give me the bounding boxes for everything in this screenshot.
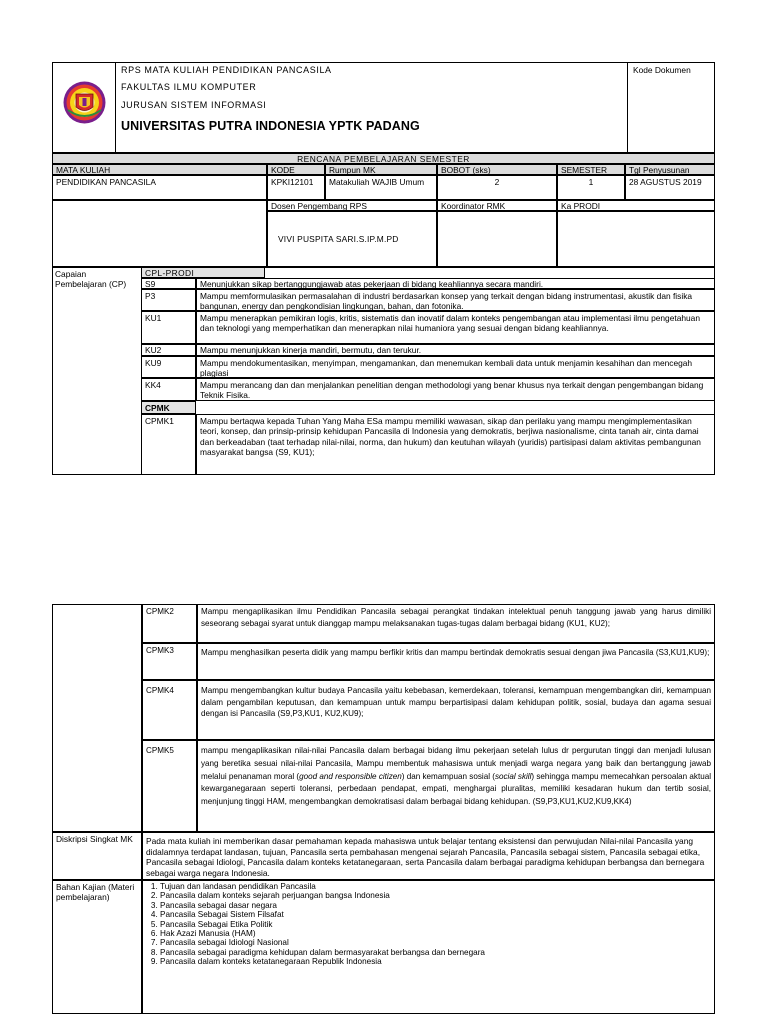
list-item: 3. Pancasila sebagai dasar negara — [160, 901, 711, 910]
cpmk-header: CPMK — [141, 401, 196, 414]
rps-title: RENCANA PEMBELAJARAN SEMESTER — [52, 153, 715, 164]
cpmk4-text: Mampu mengembangkan kultur budaya Pancasila yaitu kebebasan, kemerdekaan, toleransi, kemampuan mengembangkan diri, kemampuan dalam pengambilan keputusan, dan kemampuan untuk mampu berpartisipasi dalam kehidupan politik, sosial, budaya dan agama sesuai dengan isi Pancasila (S9,P3,KU1, KU2,KU9); — [197, 680, 715, 740]
list-item: 7. Pancasila sebagai Idiologi Nasional — [160, 938, 711, 947]
cpl-code-p3: P3 — [141, 289, 196, 311]
header-line-department: JURUSAN SISTEM INFORMASI — [121, 100, 267, 110]
cpmk1-code: CPMK1 — [141, 414, 196, 475]
kode-dokumen-label: Kode Dokumen — [633, 65, 691, 75]
cpl-text-ku9: Mampu mendokumentasikan, menyimpan, mengamankan, dan menemukan kembali data untuk menjamin kesahihan dan mencegah plagiasi — [196, 356, 715, 378]
tgl-value: 28 AGUSTUS 2019 — [625, 175, 715, 200]
deskripsi-text: Pada mata kuliah ini memberikan dasar pemahaman kepada mahasiswa untuk belajar tentang eksistensi dan perwujudan Nilai-nilai Pancasila yang didalamnya terdapat landasan, tujuan, Pancasila serta pembahasan mengenai sejarah Pancasila, Pancasila sebagai sistem, Pancasila sebagai etika, Pancasila sebagai Idiologi, Pancasila dalam konteks ketatanegaraan, serta Pancasila dalam berbagai paradigma kehidupan berbangsa dan bernegara sebagai warga negara Indonesia. — [142, 832, 715, 880]
cpmk5-emphasis-social-skill: social skill — [494, 771, 532, 781]
list-item: 5. Pancasila Sebagai Etika Politik — [160, 920, 711, 929]
rps-page-1 — [52, 62, 715, 475]
header-line-faculty: FAKULTAS ILMU KOMPUTER — [121, 82, 257, 92]
cpl-text-ku1: Mampu menerapkan pemikiran logis, kritis, sistematis dan inovatif dalam konteks pengembangan atau implementasi ilmu pengetahuan dan teknologi yang memperhatikan dan menerapkan nilai humaniora yang sesuai dengan bidang keahliannya. — [196, 311, 715, 344]
header-line-rps: RPS MATA KULIAH PENDIDIKAN PANCASILA — [121, 65, 332, 75]
cpmk5-emphasis-citizen: good and responsible citizen — [299, 771, 402, 781]
logo-cell-divider — [115, 62, 116, 153]
cpmk5-text-part-b: ) dan kemampuan sosial ( — [401, 771, 495, 781]
koordinator-rmk-label: Koordinator RMK — [437, 200, 557, 211]
cpl-code-s9: S9 — [141, 278, 196, 289]
semester-header: SEMESTER — [557, 164, 625, 175]
cpl-code-ku9: KU9 — [141, 356, 196, 378]
cpmk5-text — [197, 740, 715, 832]
cpl-text-s9: Menunjukkan sikap bertanggungjawab atas pekerjaan di bidang keahliannya secara mandiri. — [196, 278, 715, 289]
bahan-kajian-label: Bahan Kajian (Materi pembelajaran) — [52, 880, 142, 1014]
kode-header: KODE — [267, 164, 325, 175]
cpl-code-ku2: KU2 — [141, 344, 196, 356]
kaprodi-label: Ka PRODI — [557, 200, 715, 211]
deskripsi-label: Diskripsi Singkat MK — [52, 832, 142, 880]
cpmk5-code: CPMK5 — [142, 740, 197, 832]
kode-value: KPKI12101 — [267, 175, 325, 200]
koordinator-signature-cell — [437, 211, 557, 267]
rumpun-header: Rumpun MK — [325, 164, 437, 175]
cpmk2-text: Mampu mengaplikasikan ilmu Pendidikan Pancasila sebagai perangkat tindakan intelektual penuh tanggung jawab yang harus dimiliki seseorang sebagai syarat untuk dianggap mampu melaksanakan tugas-tugas dalam berbagai bidang (KU1, KU2); — [197, 604, 715, 643]
rumpun-value: Matakuliah WAJIB Umum — [325, 175, 437, 200]
mata-kuliah-header: MATA KULIAH — [52, 164, 267, 175]
cpmk2-code: CPMK2 — [142, 604, 197, 643]
list-item: 1. Tujuan dan landasan pendidikan Pancasila — [160, 882, 711, 891]
kaprodi-signature-cell — [557, 211, 715, 267]
cpl-text-p3: Mampu memformulasikan permasalahan di industri berdasarkan konsep yang terkait dengan bidang instrumentasi, akustik dan fisika bangunan, energy dan pengkondisian lingkungan, bahan, dan fotonika. — [196, 289, 715, 311]
cpmk3-text: Mampu menghasilkan peserta didik yang mampu berfikir kritis dan mampu bertindak demokratis sesuai dengan jiwa Pancasila (S3,KU1,KU9); — [197, 643, 715, 680]
university-name: UNIVERSITAS PUTRA INDONESIA YPTK PADANG — [121, 119, 420, 133]
cpmk-continued-left — [52, 604, 142, 832]
list-item: 6. Hak Azazi Manusia (HAM) — [160, 929, 711, 938]
university-logo — [62, 80, 107, 125]
otorisasi-label-cell — [52, 200, 267, 267]
cpmk5-text-part-a: mampu mengaplikasikan nilai-nilai Pancasila dalam berbagai bidang ilmu pekerjaan setelah lulus dr pergurutan tinggi dan menjadi lulusan yang beretika sesuai nilai-nilai Pancasila, Mampu membentuk mahasiswa untuk menjadi warga negara yang baik dan bertanggung jawab melalui penanaman moral ( — [201, 746, 711, 781]
list-item: 4. Pancasila Sebagai Sistem Filsafat — [160, 910, 711, 919]
mata-kuliah-value: PENDIDIKAN PANCASILA — [52, 175, 267, 200]
list-item: 9. Pancasila dalam konteks ketatanegaraan Republik Indonesia — [160, 957, 711, 966]
cpmk5-text-part-c: ) sehingga mampu memecahkan persoalan aktual kewarganegaraan seperti toleransi, perbedaan pendapat, empati, menghargai pluralitas, memiliki kesadaran hukum dan tertib sosial, menjunjung tinggi HAM, mengembangkan demokratisasi dalam berbagai bidang kehidupan. (S9,P3,KU1,KU2,KU9,KK4) — [201, 771, 711, 807]
rps-page-2 — [52, 604, 715, 1014]
cpl-code-ku1: KU1 — [141, 311, 196, 344]
cpl-prodi-header: CPL-PRODI — [141, 267, 265, 278]
semester-value: 1 — [557, 175, 625, 200]
tgl-header: Tgl Penyusunan — [625, 164, 715, 175]
bobot-value: 2 — [437, 175, 557, 200]
cpmk3-code: CPMK3 — [142, 643, 197, 680]
bobot-header: BOBOT (sks) — [437, 164, 557, 175]
bahan-kajian-list-cell — [142, 880, 715, 1014]
dosen-pengembang-label: Dosen Pengembang RPS — [267, 200, 437, 211]
list-item: 8. Pancasila sebagai paradigma kehidupan dalam bermasyarakat berbangsa dan bernegara — [160, 948, 711, 957]
cpl-text-ku2: Mampu menunjukkan kinerja mandiri, bermutu, dan terukur. — [196, 344, 715, 356]
bahan-kajian-list — [146, 882, 711, 967]
list-item: 2. Pancasila dalam konteks sejarah perjuangan bangsa Indonesia — [160, 891, 711, 900]
cpl-code-kk4: KK4 — [141, 378, 196, 401]
cpl-text-kk4: Mampu merancang dan dan menjalankan penelitian dengan methodologi yang benar khusus nya terkait dengan pengembangan bidang Teknik Fisika. — [196, 378, 715, 401]
cpmk1-text: Mampu bertaqwa kepada Tuhan Yang Maha ESa mampu memiliki wawasan, sikap dan perilaku yang mampu mengimplementasikan teori, konsep, dan prinsip-prinsip kehidupan Pancasila di Indonesia yang demokratis, berjiwa nasionalisme, cinta tanah air, cinta damai dan berkeadaban (taat terhadap nilai-nilai, norma, dan hukum) dan keutuhan wilayah (yuridis) partisipasi dalam aktivitas pembangunan masyarakat bangsa (S9, KU1); — [196, 414, 715, 475]
cpmk4-code: CPMK4 — [142, 680, 197, 740]
kode-dokumen-divider — [627, 62, 628, 153]
cp-label: Capaian Pembelajaran (CP) — [55, 269, 127, 290]
dosen-name: VIVI PUSPITA SARI.S.IP.M.PD — [278, 234, 399, 244]
